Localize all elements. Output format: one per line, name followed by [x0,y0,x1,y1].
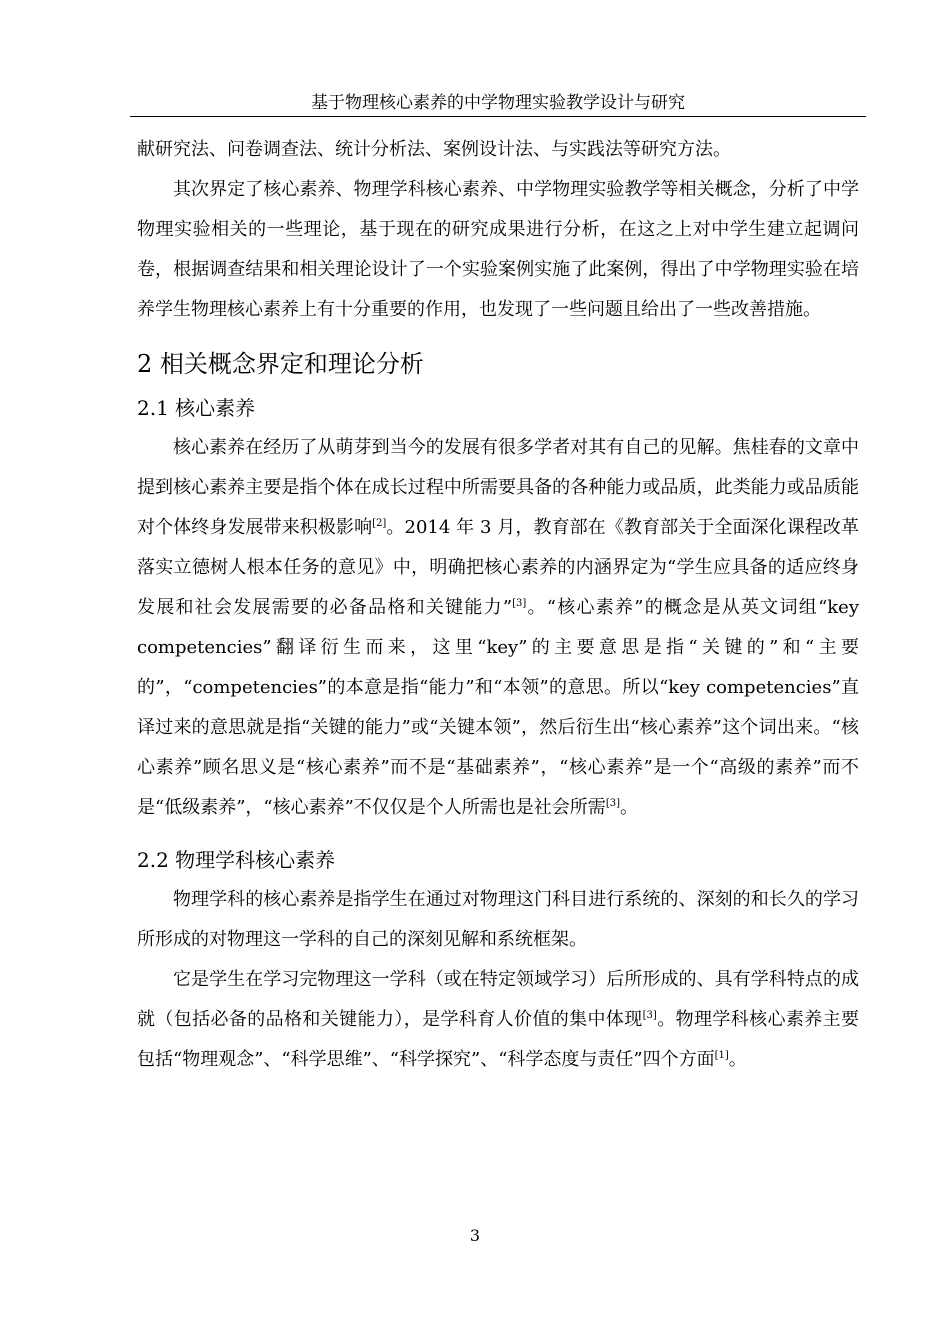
text-run: 。 [619,797,638,818]
text-run: 。 [728,1049,747,1070]
page-body [137,130,859,1080]
citation: [3] [642,1010,657,1021]
section-2-1-heading: 2.1 核心素养 [137,396,256,420]
text-run: 它是学生在学习完物理这一学科（或在特定领域学习）后所形成的、具有学科特点的成就（包括必备的品格和关键能力），是学科育人价值的集中体现 [137,969,859,1030]
intro-paragraph-1: 献研究法、问卷调查法、统计分析法、案例设计法、与实践法等研究方法。 [137,139,731,160]
section-2-2-paragraph-2 [137,960,859,1080]
citation: [2] [372,518,387,529]
text-run: 。物理学科核心素养主要包括“物理观念”、“科学思维”、“科学探究”、“科学态度与责任”四个方面 [137,1009,860,1070]
header-rule [130,116,866,117]
intro-paragraph-2: 其次界定了核心素养、物理学科核心素养、中学物理实验教学等相关概念，分析了中学物理实验相关的一些理论，基于现在的研究成果进行分析，在这之上对中学生建立起调问卷，根据调查结果和相关理论设计了一个实验案例实施了此案例，得出了中学物理实验在培养学生物理核心素养上有十分重要的作用，也发现了一些问题且给出了一些改善措施。 [137,179,859,320]
section-2-1-paragraph [137,428,859,828]
text-run: 。2014 年 3 月，教育部在《教育部关于全面深化课程改革 落实立德树人根本任务的意见》中，明确把核心素养的内涵界定为“学生应具备的适应终身发展和社会发展需要的必备品格和关键能力” [137,517,859,618]
text-run: 核心素养在经历了从萌芽到当今的发展有很多学者对其有自己的见解。焦桂春的文章中提到核心素养主要是指个体在成长过程中所需要具备的各种能力或品质，此类能力或品质能对个体终身发展带来积极影响 [137,437,859,538]
text-run: 。“核心素养”的概念是从英文词组“key competencies”翻译衍生而来，这里“key”的主要意思是指“关键的”和“主要的”，“competencies”的本意是指“能力”和“本领”的意思。所以“key competencies”直译过来的意思就是指“关键的能力”或“关键本领”，然后衍生出“核心素养”这个词出来。“核心素养”顾名思义是“核心素养”而不是“基础素养”，“核心素养”是一个“高级的素养”而不是“低级素养”，“核心素养”不仅仅是个人所需也是社会所需 [137,597,859,818]
section-2-heading: 2 相关概念界定和理论分析 [137,350,424,378]
citation: [3] [605,798,620,809]
citation: [3] [512,598,527,609]
running-header: 基于物理核心素养的中学物理实验教学设计与研究 [311,93,685,113]
citation: [1] [714,1050,729,1061]
page-number: 3 [469,1226,481,1245]
section-2-2-paragraph-1: 物理学科的核心素养是指学生在通过对物理这门科目进行系统的、深刻的和长久的学习所形成的对物理这一学科的自己的深刻见解和系统框架。 [137,889,859,950]
section-2-2-heading: 2.2 物理学科核心素养 [137,848,336,872]
